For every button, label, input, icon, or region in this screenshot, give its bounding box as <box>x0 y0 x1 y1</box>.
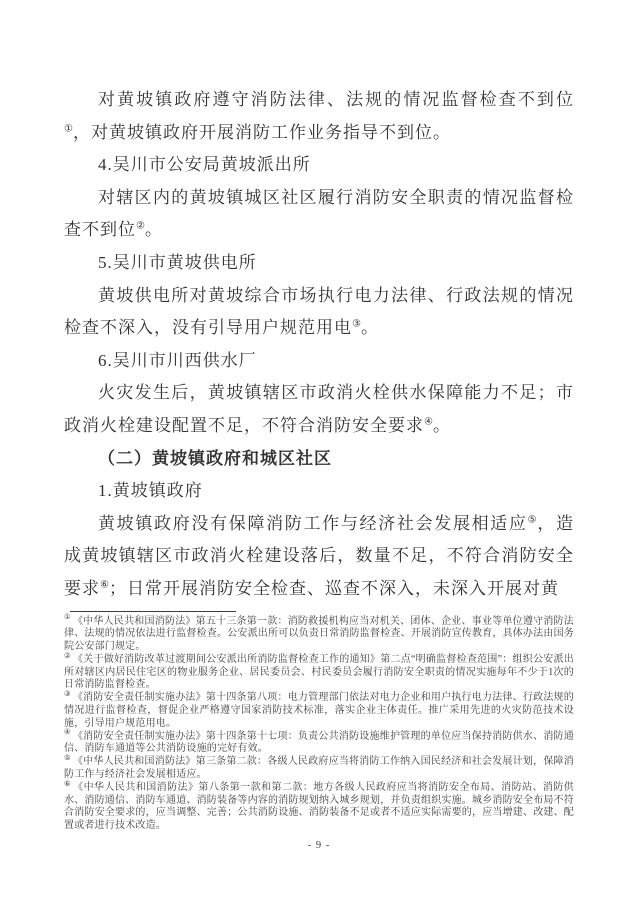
footnote-marker: ② <box>64 650 71 660</box>
footnote-reference: ③ <box>352 318 361 330</box>
page-number: - 9 - <box>307 840 331 852</box>
paragraph: 火灾发生后，黄坡镇辖区市政消火栓供水保障能力不足；市政消火栓建设配置不足，不符合消防安全要求④。 <box>64 383 574 435</box>
footnote-item: ④ 《消防安全责任制实施办法》第十四条第十七项：负责公共消防设施维护管理的单位应当保持消防供水、消防通信、消防车通道等公共消防设施的完好有效。 <box>64 727 574 755</box>
footnote-reference: ② <box>136 220 145 232</box>
paragraph: 5.吴川市黄坡供电所 <box>98 252 257 272</box>
section-heading: （二）黄坡镇政府和城区社区 <box>98 448 332 468</box>
footnote-reference: ④ <box>424 416 433 428</box>
paragraph: 6.吴川市川西供水厂 <box>98 350 257 370</box>
footnote-reference: ⑤ <box>527 514 538 526</box>
footnote-item: ② 《关于做好消防改革过渡期间公安派出所消防监督检查工作的通知》第二点“明确监督检查范围”：组织公安派出所对辖区内居民住宅区的物业服务企业、居民委员会、村民委员会履行消防安全职责的情况实施每年不少于1次的日常消防监督检查。 <box>64 650 574 691</box>
footnote-item: ① 《中华人民共和国消防法》第五十三条第一款：消防救援机构应当对机关、团体、企业、事业等单位遵守消防法律、法规的情况依法进行监督检查。公安派出所可以负责日常消防监督检查、开展消防宣传教育，具体办法由国务院公安部门规定。 <box>64 612 574 653</box>
footnotes <box>64 612 574 834</box>
footnote-reference: ① <box>64 122 73 134</box>
footnote-item: ⑤ 《中华人民共和国消防法》第三条第二款：各级人民政府应当将消防工作纳入国民经济和社会发展计划，保障消防工作与经济社会发展相适应。 <box>64 752 574 781</box>
paragraph: 1.黄坡镇政府 <box>98 481 203 501</box>
footnote-item: ③ 《消防安全责任制实施办法》第十四条第八项：电力管理部门依法对电力企业和用户执行电力法律、行政法规的情况进行监督检查，督促企业严格遵守国家消防技术标准，落实企业主体责任。推广采用先进的火灾防范技术设施，引导用户规范用电。 <box>64 688 574 729</box>
paragraph: 对黄坡镇政府遵守消防法律、法规的情况监督检查不到位①，对黄坡镇政府开展消防工作业务指导不到位。 <box>64 90 574 142</box>
footnote-marker: ⑥ <box>64 778 72 788</box>
footnote-separator <box>70 611 236 612</box>
paragraph: 黄坡镇政府没有保障消防工作与经济社会发展相适应⑤，造成黄坡镇辖区市政消火栓建设落后，数量不足，不符合消防安全要求⑥；日常开展消防安全检查、巡查不深入，未深入开展对黄 <box>64 513 575 598</box>
paragraph: 4.吴川市公安局黄坡派出所 <box>98 155 311 175</box>
footnote-item: ⑥ 《中华人民共和国消防法》第八条第一款和第二款：地方各级人民政府应当将消防安全布局、消防站、消防供水、消防通信、消防车通道、消防装备等内容的消防规划纳入城乡规划，并负责组织实施。城乡消防安全布局不符合消防安全要求的，应当调整、完善；公共消防设施、消防装备不足或者不适应实际需要的，应当增建、改建、配置或者进行技术改造。 <box>64 778 574 832</box>
footnote-marker: ⑤ <box>64 752 71 762</box>
footnote-reference: ⑥ <box>100 579 109 591</box>
footnote-marker: ① <box>64 612 71 622</box>
footnote-marker: ③ <box>64 688 71 698</box>
document-body <box>64 84 574 606</box>
footnote-marker: ④ <box>64 727 71 737</box>
paragraph: 黄坡供电所对黄坡综合市场执行电力法律、行政法规的情况检查不深入，没有引导用户规范用电③。 <box>64 285 574 338</box>
paragraph: 对辖区内的黄坡镇城区社区履行消防安全职责的情况监督检查不到位②。 <box>64 187 574 240</box>
